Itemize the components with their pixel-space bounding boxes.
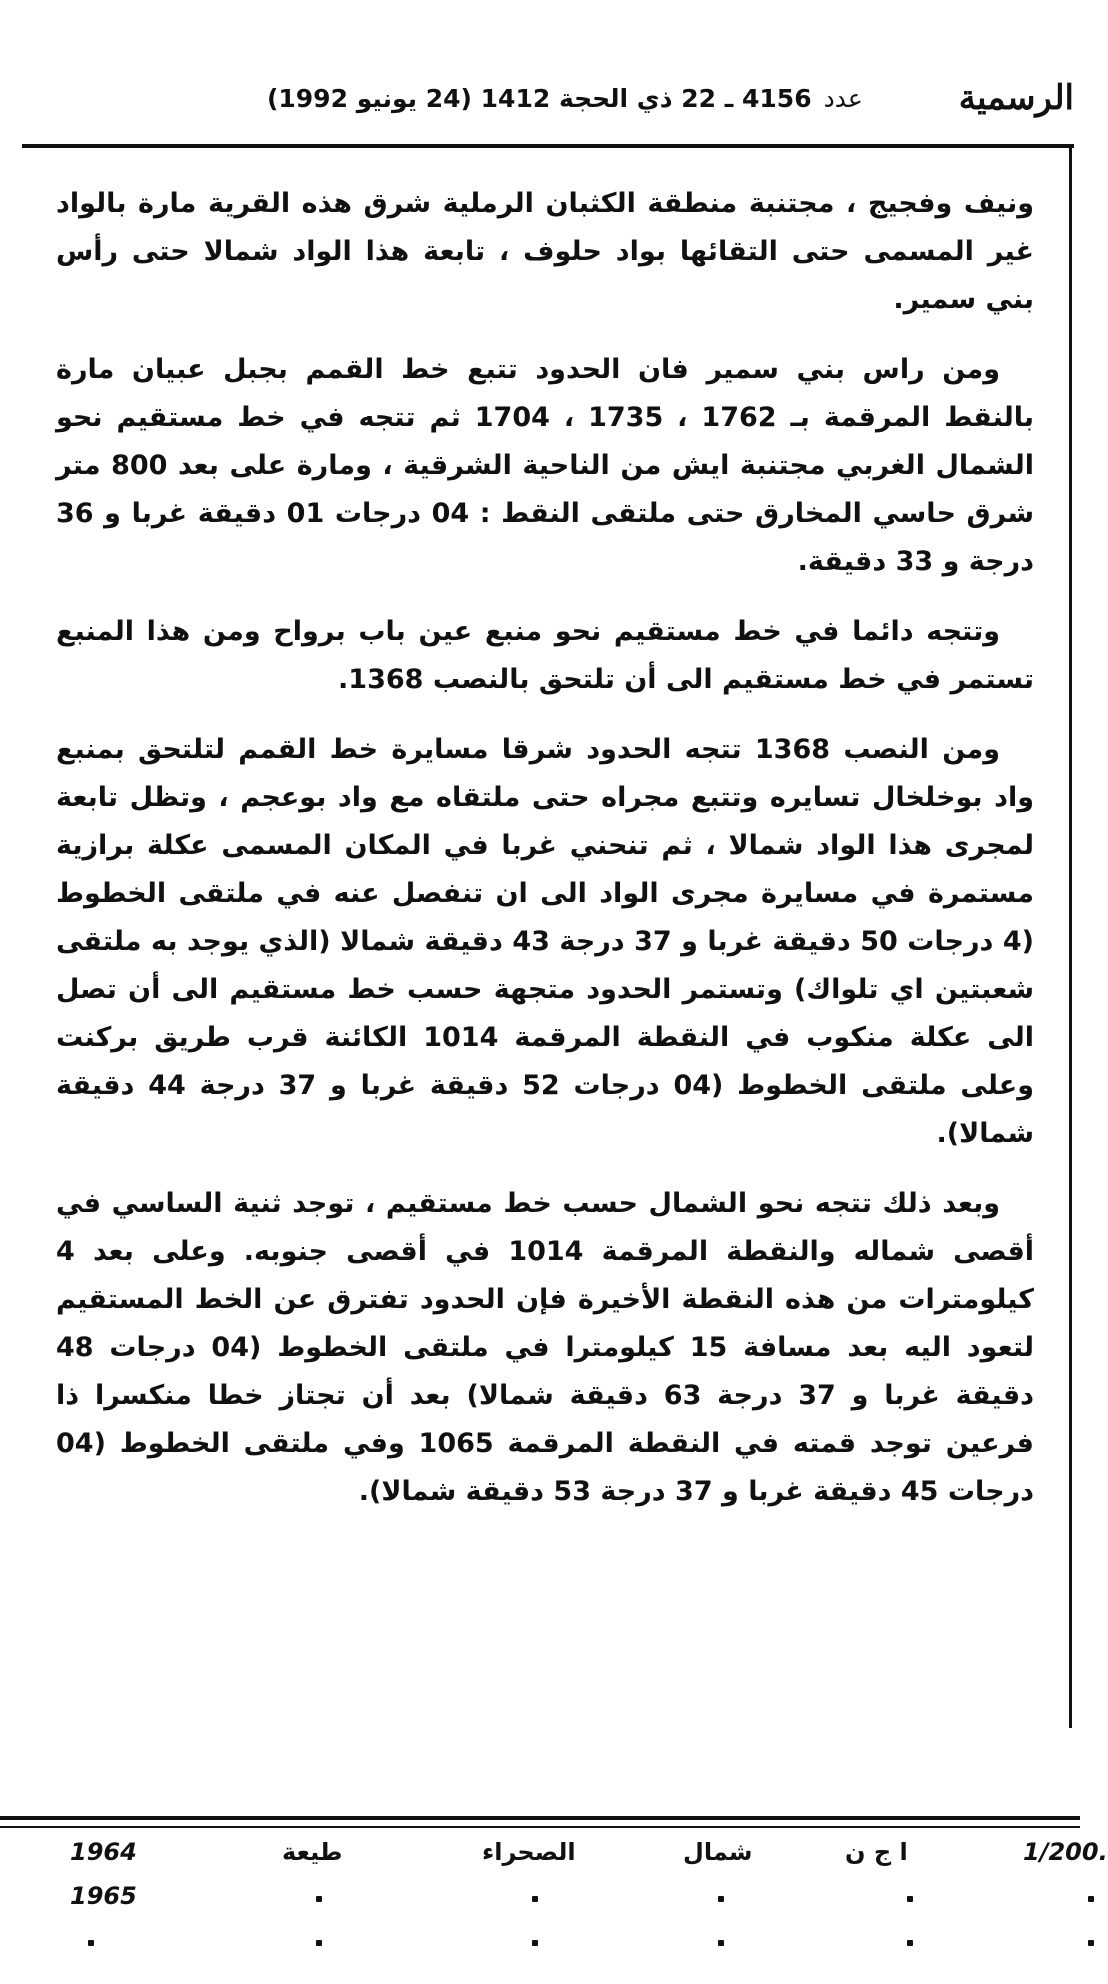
ditto-mark [316,1940,322,1946]
ditto-mark [718,1896,724,1902]
ditto-mark [907,1940,913,1946]
ditto-mark [718,1940,724,1946]
table-cell-number: 1965 [70,1882,137,1910]
table-cell: طيعة [282,1838,343,1866]
paragraph-3: وتتجه دائما في خط مستقيم نحو منبع عين باب برواح ومن هذا المنبع تستمر في خط مستقيم الى أن تلتحق بالنصب 1368. [56,616,1034,695]
paragraph-1: ونيف وفجيج ، مجتنبة منطقة الكثبان الرملية شرق هذه القرية مارة بالواد غير المسمى حتى التقائها بواد حلوف ، تابعة هذا الواد شمالا حتى رأس بني سمير. [56,188,1034,315]
table-row [30,1838,1108,1882]
page-header [22,72,1074,124]
issue-info [22,84,923,113]
paragraph-5: وبعد ذلك تتجه نحو الشمال حسب خط مستقيم ، توجد ثنية الساسي في أقصى شماله والنقطة المرقمة 1014 في أقصى جنوبه. وعلى بعد 4 كيلومترات من هذه النقطة الأخيرة فإن الحدود تفترق عن الخط المستقيم لتعود اليه بعد مسافة 15 كيلومترا في ملتقى الخطوط (04 درجات 48 دقيقة غربا و 37 درجة 63 دقيقة شمالا) بعد أن تجتاز خطا منكسرا ذا فرعين توجد قمته في النقطة المرقمة 1065 وفي ملتقى الخطوط (04 درجات 45 دقيقة غربا و 37 درجة 53 دقيقة شمالا). [56,1188,1035,1507]
issue-label: عدد [823,83,863,113]
footer-table [30,1838,1108,1978]
table-row [30,1926,1074,1970]
table-cell: ا ج ن [845,1838,908,1866]
article-body [56,180,1034,1538]
paragraph-2: ومن راس بني سمير فان الحدود تتبع خط القمم بجبل عبيان مارة بالنقط المرقمة بـ 1762 ، 1735 ، 1704 ثم تتجه في خط مستقيم نحو الشمال الغربي مجتنبة ايش من الناحية الشرقية ، ومارة على بعد 800 متر شرق حاسي المخارق حتى ملتقى النقط : 04 درجات 01 دقيقة غربا و 36 درجة و 33 دقيقة. [56,354,1035,577]
ditto-mark [1088,1896,1094,1902]
ditto-mark [532,1940,538,1946]
header-divider [22,144,1074,148]
table-cell: شمال [683,1838,753,1866]
table-row [30,1882,1074,1926]
ditto-mark [532,1896,538,1902]
table-cell-scale: 1/200. [1023,1838,1108,1866]
gazette-brand-title: الرسمية [958,78,1074,118]
footer-divider-thin [0,1826,1080,1828]
ditto-mark [316,1896,322,1902]
paragraph-4: ومن النصب 1368 تتجه الحدود شرقا مسايرة خط القمم لتلتحق بمنبع واد بوخلخال تسايره وتتبع مجراه حتى ملتقاه مع واد بوعجم ، وتظل تابعة لمجرى هذا الواد شمالا ، ثم تنحني غربا في المكان المسمى عكلة برازية مستمرة في مسايرة مجرى الواد الى ان تنفصل عنه في ملتقى الخطوط (4 درجات 50 دقيقة غربا و 37 درجة 43 دقيقة شمالا (الذي يوجد به ملتقى شعبتين اي تلواك) وتستمر الحدود متجهة حسب خط مستقيم الى أن تصل الى عكلة منكوب في النقطة المرقمة 1014 الكائنة قرب طريق بركنت وعلى ملتقى الخطوط (04 درجات 52 دقيقة غربا و 37 درجة 44 دقيقة شمالا). [56,734,1034,1149]
footer-divider-thick [0,1816,1080,1820]
ditto-mark [1088,1940,1094,1946]
table-cell-number: 1964 [70,1838,137,1866]
issue-details: 4156 ـ 22 ذي الحجة 1412 (24 يونيو 1992) [266,83,812,113]
ditto-mark [88,1940,94,1946]
ditto-mark [907,1896,913,1902]
table-cell: الصحراء [482,1838,576,1866]
right-margin-rule [1069,148,1072,1728]
